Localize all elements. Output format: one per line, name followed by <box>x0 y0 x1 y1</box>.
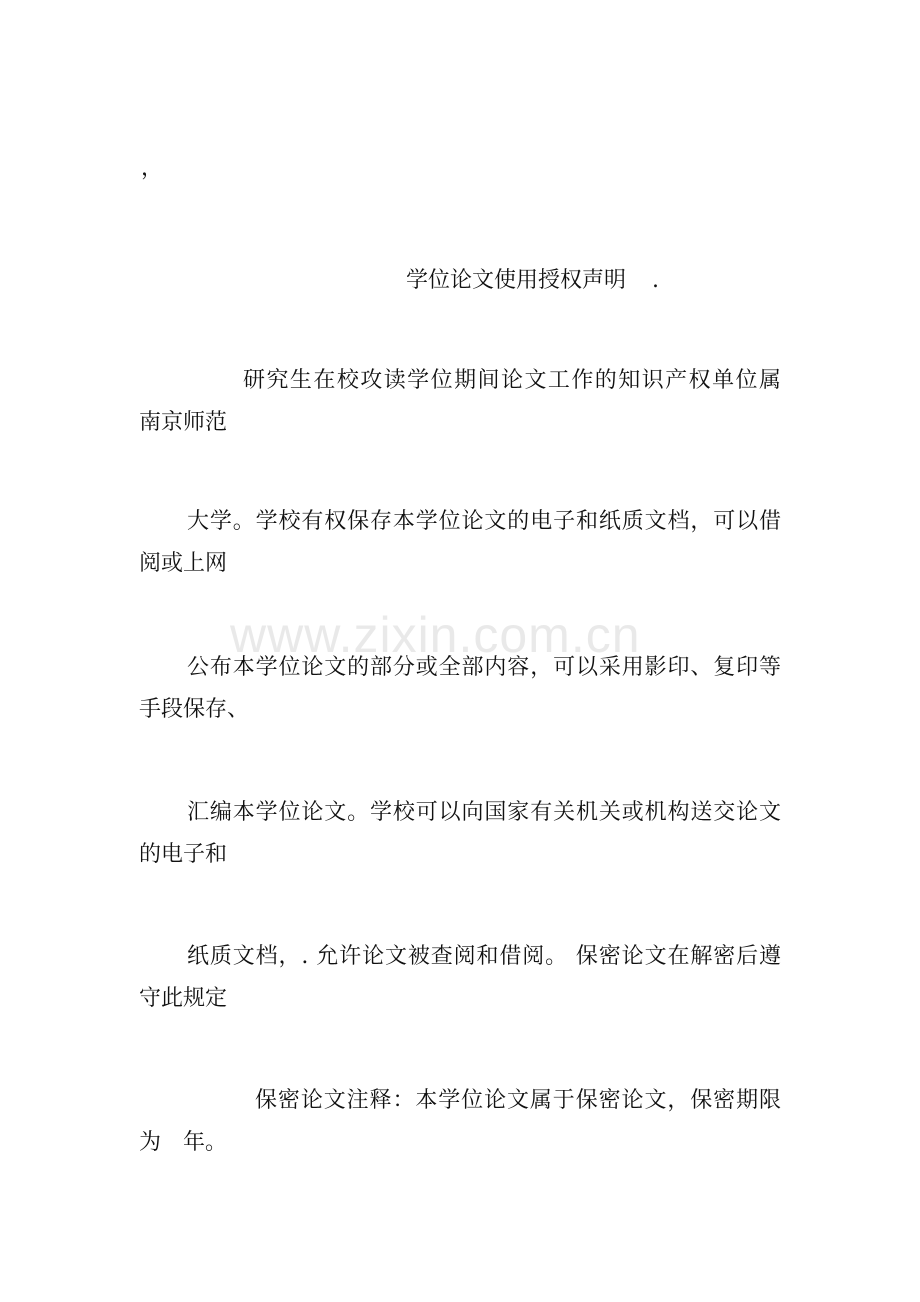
document-title-dot: . <box>652 268 660 293</box>
paragraph-line: 为 年。 <box>139 1130 228 1155</box>
paragraph-storage-rights <box>139 501 781 585</box>
paragraph-compilation <box>139 792 781 876</box>
document-title <box>406 266 659 296</box>
paragraph-line: 研究生在校攻读学位期间论文工作的知识产权单位属 <box>243 368 781 393</box>
paragraph-publication <box>139 647 781 731</box>
paragraph-ownership <box>139 360 781 444</box>
document-title-text: 学位论文使用授权声明 <box>406 268 627 293</box>
paragraph-line: 大学。学校有权保存本学位论文的电子和纸质文档，可以借 <box>187 509 781 534</box>
paragraph-line: 公布本学位论文的部分或全部内容，可以采用影印、复印等 <box>187 655 781 680</box>
paragraph-line: 手段保存、 <box>139 697 250 722</box>
site-watermark: www.zixin.com.cn <box>230 607 641 663</box>
stray-comma-mark: ， <box>141 156 164 181</box>
paragraph-line: 汇编本学位论文。学校可以向国家有关机关或机构送交论文 <box>187 800 781 825</box>
paragraph-access <box>139 936 781 1020</box>
paragraph-line: 保密论文注释：本学位论文属于保密论文，保密期限 <box>255 1088 781 1113</box>
paragraph-line: 的电子和 <box>139 842 228 867</box>
paragraph-confidential-note <box>139 1080 781 1164</box>
paragraph-line: 南京师范 <box>139 410 228 435</box>
paragraph-line: 阅或上网 <box>139 551 228 576</box>
paragraph-line: 守此规定 <box>139 986 228 1011</box>
paragraph-line: 纸质文档，. 允许论文被查阅和借阅。 保密论文在解密后遵 <box>187 944 781 969</box>
